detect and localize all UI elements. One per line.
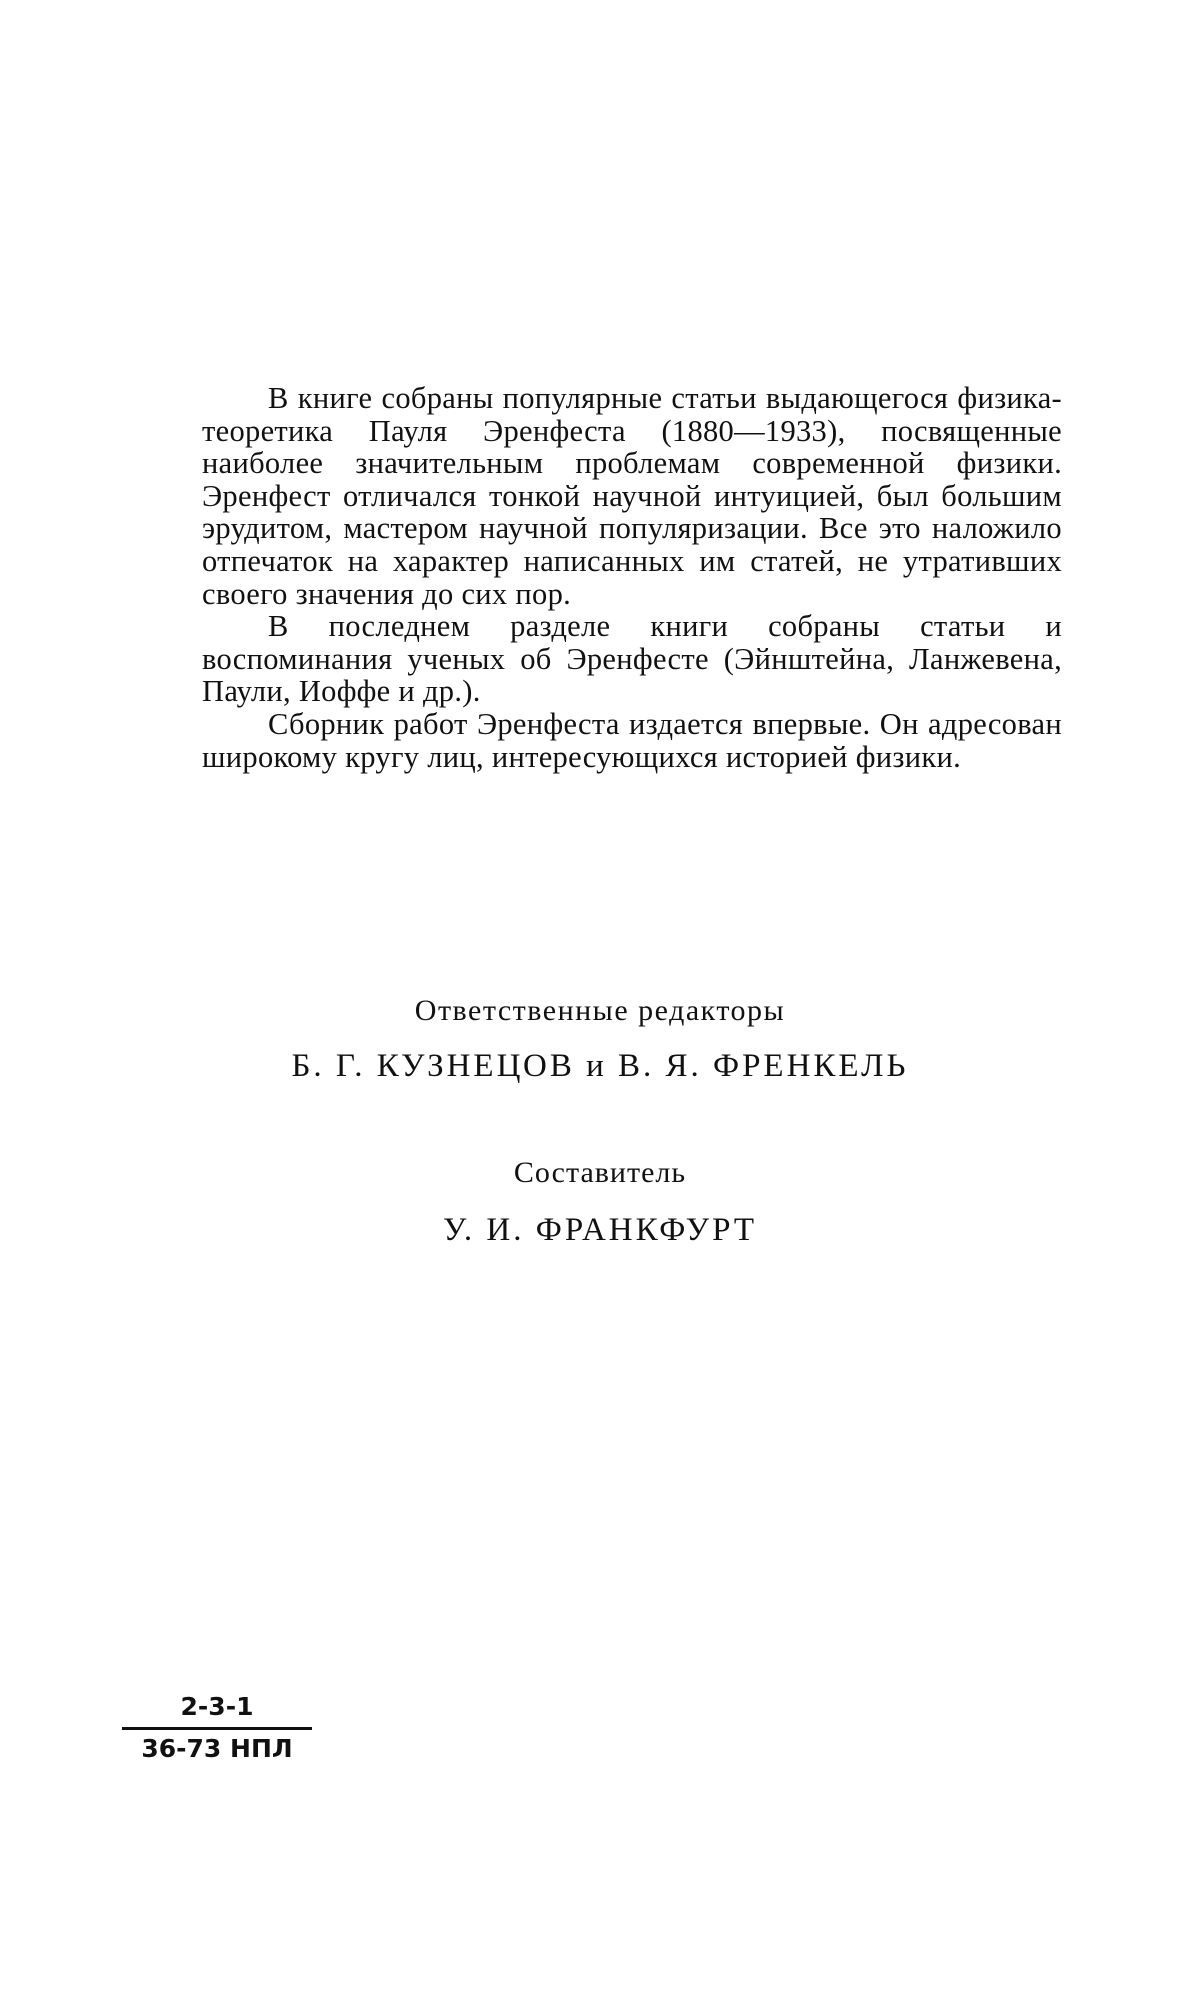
publisher-code-top: 2-3-1 [122,1692,312,1730]
annotation-paragraph-2: В последнем разделе книги собраны статьи и воспоминания ученых об Эренфесте (Эйнштейна, Ланжевена, Паули, Иоффе и др.). [202,609,1062,709]
annotation-paragraph-3: Сборник работ Эренфеста издается впервые. Он адресован широкому кругу лиц, интересующихся историей физики. [202,706,1062,774]
book-annotation [202,382,1062,773]
editors-names: Б. Г. КУЗНЕЦОВ и В. Я. ФРЕНКЕЛЬ [291,1048,909,1084]
publisher-code [122,1692,312,1763]
annotation-paragraph-1: В книге собраны популярные статьи выдающегося физика-теоретика Пауля Эренфеста (1880—1933), посвященные наиболее значительным проблемам современной физики. Эренфест отличался тонкой научной интуицией, был большим эрудитом, мастером научной популяризации. Все это наложило отпечаток на характер написанных им статей, не утративших своего значения до сих пор. [202,381,1062,611]
compiler-name: У. И. ФРАНКФУРТ [442,1212,758,1248]
publisher-code-bottom: 36-73 НПЛ [141,1734,293,1763]
editors-label: Ответственные редакторы [414,994,786,1027]
compiler-label: Составитель [513,1156,687,1189]
